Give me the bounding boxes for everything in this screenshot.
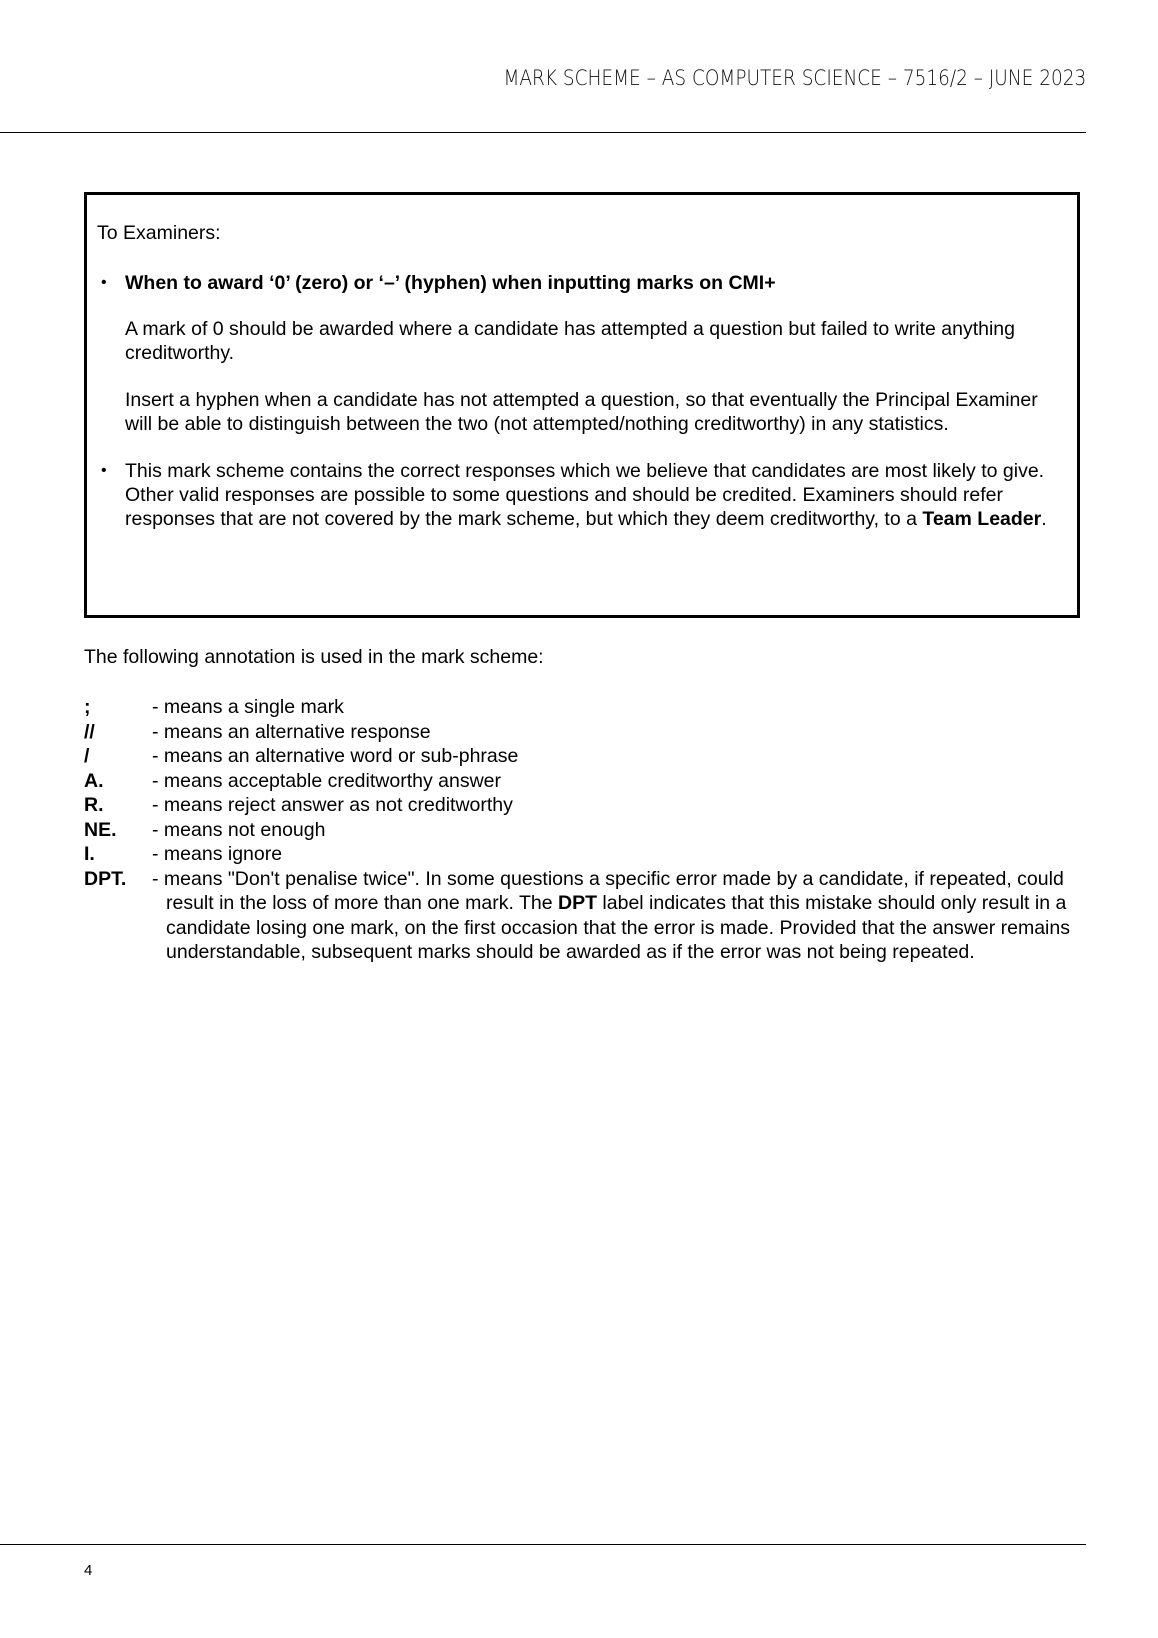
- header-divider: [0, 132, 1086, 133]
- notice-bullet-1: [97, 271, 1061, 295]
- annotation-symbol: /: [84, 745, 90, 767]
- annotation-item: [84, 842, 1084, 867]
- team-leader-label: Team Leader: [922, 508, 1042, 530]
- page-number: 4: [84, 1562, 93, 1579]
- footer-divider: [0, 1544, 1086, 1545]
- annotation-description: - means "Don't penalise twice". In some questions a specific error made by a candidate, if repeated, could result in the loss of more than one mark. The DPT label indicates that this mistake should only result in a candidate losing one mark, on the first occasion that the error is made. Provided that the answer remains understandable, subsequent marks should be awarded as if the error was not being repeated.: [152, 867, 1070, 963]
- dpt-label: DPT: [558, 892, 597, 914]
- annotation-item: [84, 695, 1084, 720]
- bullet-1-paragraph-2: Insert a hyphen when a candidate has not attempted a question, so that eventually the Principal Examiner will be able to distinguish between the two (not attempted/nothing creditworthy) in any statistics.: [125, 389, 1038, 435]
- annotation-item: [84, 720, 1084, 745]
- annotation-description: - means an alternative word or sub-phrase: [152, 745, 519, 767]
- annotation-description: - means acceptable creditworthy answer: [152, 769, 501, 792]
- examiners-notice-box: [84, 192, 1080, 618]
- bullet-icon: •: [101, 462, 107, 479]
- page-header-title: MARK SCHEME – AS COMPUTER SCIENCE – 7516/2 – JUNE 2023: [503, 66, 1086, 90]
- annotation-item: [84, 769, 1084, 794]
- bullet-1-title: When to award ‘0’ (zero) or ‘–’ (hyphen) when inputting marks on CMI+: [125, 272, 776, 294]
- annotation-description: - means reject answer as not creditworthy: [152, 794, 513, 816]
- annotation-symbol: ;: [84, 696, 91, 718]
- annotation-description: - means a single mark: [152, 696, 344, 718]
- annotation-list: [84, 695, 1084, 965]
- bullet-icon: •: [101, 274, 107, 291]
- annotation-item: [84, 818, 1084, 843]
- annotation-intro: The following annotation is used in the mark scheme:: [84, 646, 544, 668]
- bullet-2-text: This mark scheme contains the correct responses which we believe that candidates are most likely to give. Other valid responses are possible to some questions and should be credited. Examiners should refer responses that are not covered by the mark scheme, but which they deem creditworthy, to a Team Leader.: [125, 460, 1047, 530]
- annotation-item: [84, 744, 1084, 769]
- notice-bullet-2: [97, 459, 1061, 531]
- annotation-item: [84, 867, 1084, 965]
- annotation-symbol: DPT.: [84, 867, 127, 890]
- annotation-symbol: A.: [84, 769, 104, 792]
- annotation-item: [84, 793, 1084, 818]
- annotation-description: - means ignore: [152, 843, 283, 865]
- annotation-symbol: NE.: [84, 818, 117, 841]
- notice-heading: To Examiners:: [97, 222, 221, 244]
- bullet-1-paragraph-1: A mark of 0 should be awarded where a candidate has attempted a question but failed to write anything creditworthy.: [125, 318, 1015, 364]
- annotation-symbol: I.: [84, 843, 95, 865]
- annotation-description: - means an alternative response: [152, 720, 431, 743]
- annotation-symbol: R.: [84, 794, 104, 816]
- annotation-description: - means not enough: [152, 818, 326, 841]
- annotation-symbol: //: [84, 720, 95, 743]
